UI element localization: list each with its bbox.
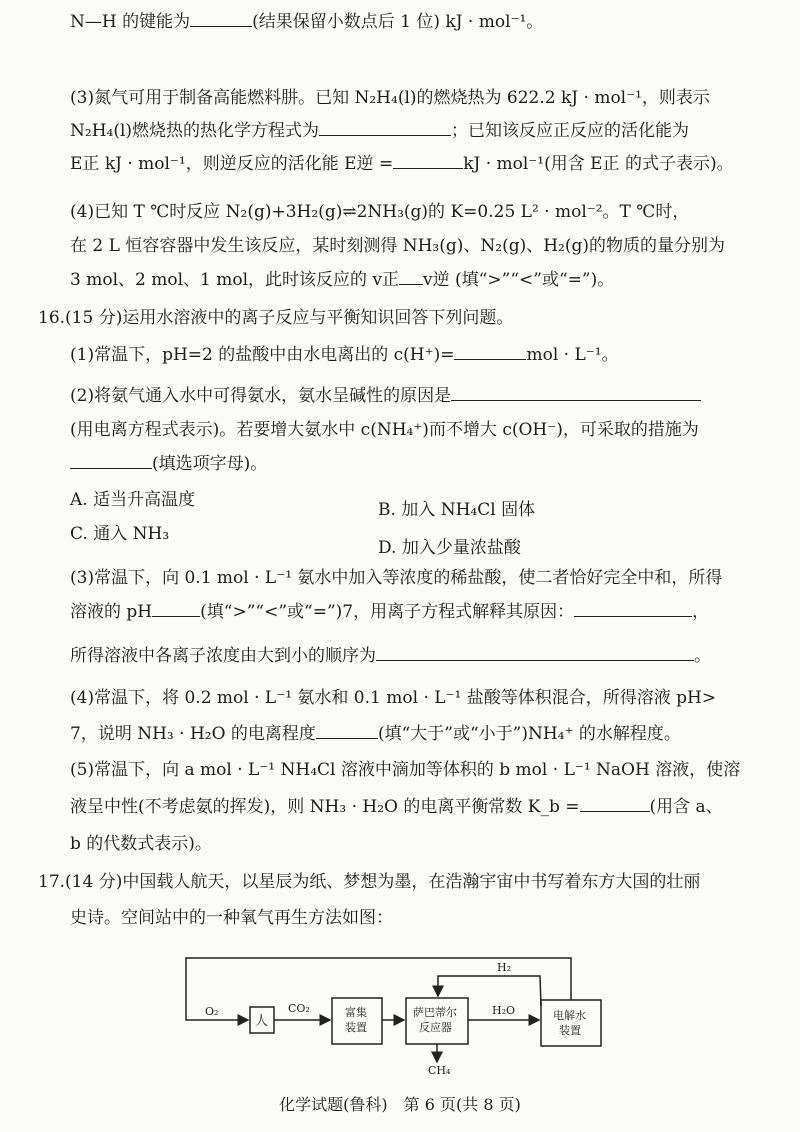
person-label: 人 [255, 1014, 269, 1029]
q16-part3-line1: (3)常温下，向 0.1 mol · L⁻¹ 氨水中加入等浓度的稀盐酸，使二者恰好完全中和，所得 [70, 568, 723, 588]
q15-line7: 3 mol、2 mol、1 mol，此时该反应的 v正 v逆 (填“>”“<”或“=”)。 [70, 270, 615, 290]
q15-line5: (4)已知 T ℃时反应 N₂(g)+3H₂(g)⇌2NH₃(g)的 K=0.25 L² · mol⁻²。T ℃时， [70, 202, 690, 222]
q15-line1: N—H 的键能为 (结果保留小数点后 1 位) kJ · mol⁻¹。 [70, 12, 544, 32]
h2-label: H₂ [497, 961, 512, 974]
electrolysis-label-1: 电解水 [553, 1009, 586, 1022]
electrolysis-device-box [541, 1000, 601, 1046]
q16-part5-line2: 液呈中性(不考虑氨的挥发)，则 NH₃ · H₂O 的电离平衡常数 K_b = (用含 a、 [70, 797, 723, 817]
o2-label: O₂ [205, 1005, 219, 1018]
q16-part3-line2: 溶液的 pH (填“>”“<”或“=”)7，用离子方程式解释其原因： ， [70, 602, 710, 622]
q16-part4-line1: (4)常温下，将 0.2 mol · L⁻¹ 氨水和 0.1 mol · L⁻¹ 盐酸等体积混合，所得溶液 pH> [70, 688, 717, 708]
enrichment-label-1: 富集 [345, 1006, 367, 1019]
option-c: C. 通入 NH₃ [70, 524, 170, 544]
q16-part1: (1)常温下，pH=2 的盐酸中由水电离出的 c(H⁺)= mol · L⁻¹。 [70, 345, 619, 365]
q16-part4-line2: 7，说明 NH₃ · H₂O 的电离程度 (填“大于”或“小于”)NH₄⁺ 的水解程度。 [70, 724, 681, 744]
option-a: A. 适当升高温度 [70, 490, 196, 510]
enrichment-label-2: 装置 [345, 1021, 367, 1034]
page-footer: 化学试题(鲁科) 第 6 页(共 8 页) [279, 1095, 521, 1114]
h2o-label: H₂O [492, 1004, 516, 1017]
q15-line3: N₂H₄(l)燃烧热的热化学方程式为 ；已知该反应正反应的活化能为 [70, 121, 690, 141]
q15-line2: (3)氮气可用于制备高能燃料肼。已知 N₂H₄(l)的燃烧热为 622.2 kJ · mol⁻¹，则表示 [70, 88, 710, 108]
electrolysis-label-2: 装置 [559, 1024, 581, 1037]
q16-part2-line1: (2)将氨气通入水中可得氨水，氨水呈碱性的原因是 [70, 384, 701, 408]
q16-part2-line2: (用电离方程式表示)。若要增大氨水中 c(NH₄⁺)而不增大 c(OH⁻)，可采取的措施为 [70, 420, 699, 440]
co2-label: CO₂ [288, 1002, 310, 1015]
q16-part2-line3: (填选项字母)。 [70, 452, 267, 476]
q16-part5-line3: b 的代数式表示)。 [70, 834, 212, 854]
ch4-label: CH₄ [428, 1064, 451, 1077]
q17-heading-line2: 史诗。空间站中的一种氧气再生方法如图： [70, 908, 393, 928]
sabatier-label-2: 反应器 [419, 1021, 452, 1034]
q16-heading: 16.(15 分)运用水溶液中的离子反应与平衡知识回答下列问题。 [38, 308, 514, 328]
q16-part3-line3: 所得溶液中各离子浓度由大到小的顺序为 。 [70, 646, 711, 666]
option-b: B. 加入 NH₄Cl 固体 [378, 500, 536, 520]
q15-line4: E正 kJ · mol⁻¹，则逆反应的活化能 E逆 = kJ · mol⁻¹(用含 E正 的式子表示)。 [70, 154, 734, 174]
q16-part5-line1: (5)常温下，向 a mol · L⁻¹ NH₄Cl 溶液中滴加等体积的 b mol · L⁻¹ NaOH 溶液，使溶 [70, 760, 741, 780]
sabatier-label-1: 萨巴蒂尔 [413, 1006, 457, 1019]
q15-line6: 在 2 L 恒容容器中发生该反应，某时刻测得 NH₃(g)、N₂(g)、H₂(g)的物质的量分别为 [70, 236, 726, 256]
q17-heading: 17.(14 分)中国载人航天，以星辰为纸、梦想为墨，在浩瀚宇宙中书写着东方大国的壮丽 [38, 872, 701, 892]
h2-loop-line [438, 976, 541, 1006]
option-d: D. 加入少量浓盐酸 [378, 538, 521, 558]
